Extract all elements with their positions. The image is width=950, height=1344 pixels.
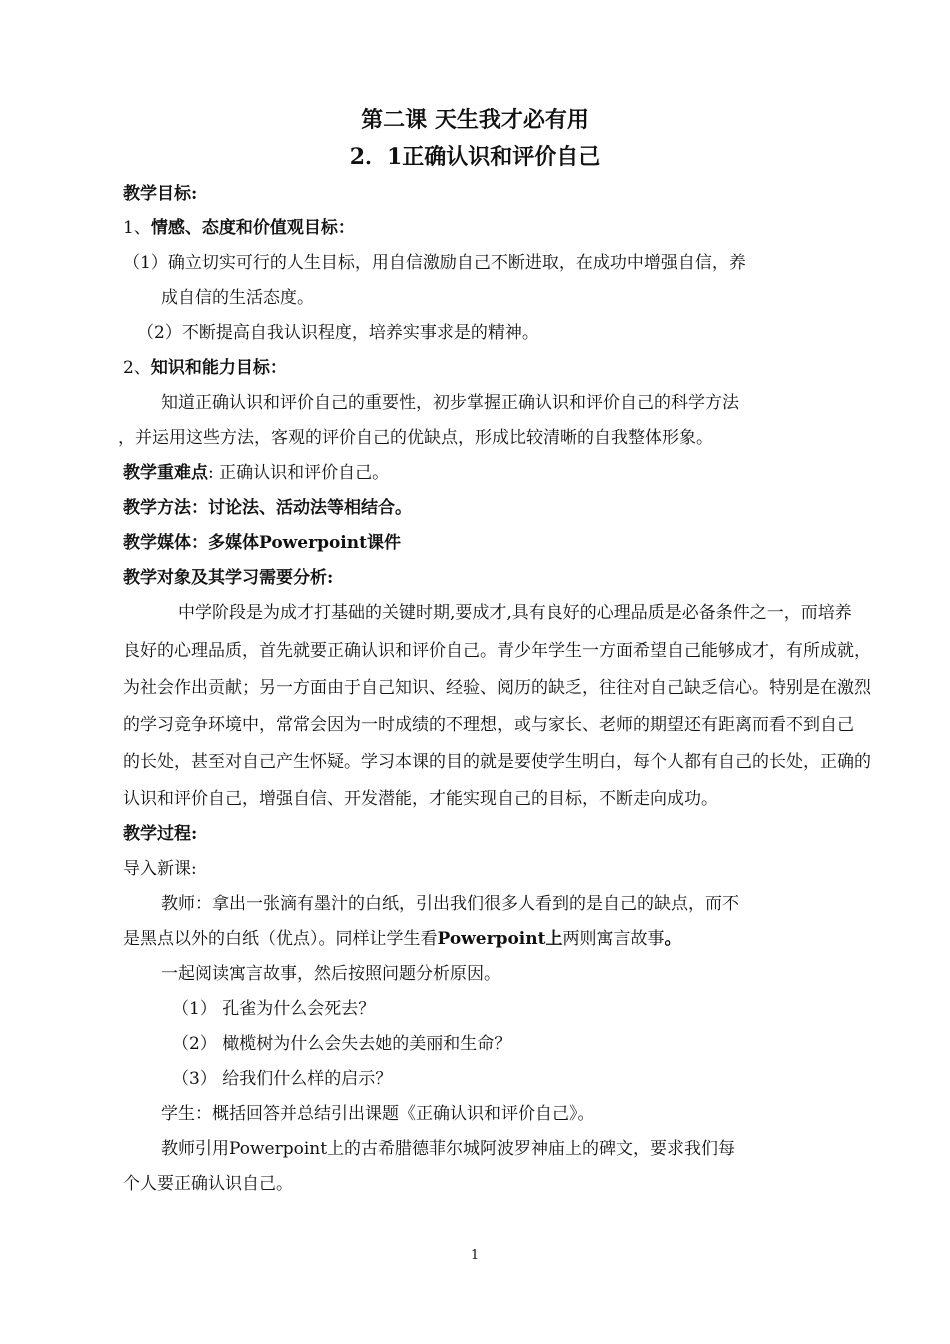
intro-label: 导入新课: xyxy=(123,859,197,879)
goals-heading: 教学目标: xyxy=(123,184,198,204)
goal1-item1-line1: （1）确立切实可行的人生目标，用自信激励自己不断进取，在成功中增强自信，养 xyxy=(123,253,746,273)
teacher-line-2-part-a: 是黑点以外的白纸（优点）。同样让学生看 xyxy=(123,929,438,949)
key-points-label: 教学重难点 xyxy=(123,463,208,483)
goal2-number: 2、 xyxy=(123,358,151,378)
goal1-number: 1、 xyxy=(123,218,151,238)
key-points xyxy=(123,462,389,484)
teacher-line-2-powerpoint: Powerpoint上 xyxy=(437,929,563,949)
goal1-heading xyxy=(123,217,355,239)
teacher-line-1: 教师：拿出一张滴有墨汁的白纸，引出我们很多人看到的是自己的缺点，而不 xyxy=(161,894,739,914)
goal1-item1-line2: 成自信的生活态度。 xyxy=(161,288,314,308)
analysis-line-5: 的长处，甚至对自己产生怀疑。学习本课的目的就是要使学生明白，每个人都有自己的长处，正确的 xyxy=(123,752,871,772)
teacher-line-2-period: 。 xyxy=(664,929,682,949)
goal2-heading xyxy=(123,357,287,379)
teacher2-line-1: 教师引用Powerpoint上的古希腊德菲尔城阿波罗神庙上的碑文，要求我们每 xyxy=(161,1139,736,1159)
analysis-line-2: 良好的心理品质，首先就要正确认识和评价自己。青少年学生一方面希望自己能够成才，有所成就， xyxy=(123,641,871,661)
student-line: 学生：概括回答并总结引出课题《正确认识和评价自己》。 xyxy=(161,1104,595,1124)
goal1-item2: （2）不断提高自我认识程度，培养实事求是的精神。 xyxy=(137,323,539,343)
analysis-line-6: 认识和评价自己，增强自信、开发潜能，才能实现自己的目标，不断走向成功。 xyxy=(123,789,718,809)
teacher-line-2-part-c: 两则寓言故事 xyxy=(562,929,665,949)
teaching-method: 教学方法：讨论法、活动法等相结合。 xyxy=(123,498,412,518)
goal2-line1: 知道正确认识和评价自己的重要性，初步掌握正确认识和评价自己的科学方法 xyxy=(161,393,739,413)
analysis-heading: 教学对象及其学习需要分析: xyxy=(123,568,334,588)
lesson-title: 第二课 天生我才必有用 xyxy=(361,107,589,133)
question-1: （1） 孔雀为什么会死去？ xyxy=(172,999,376,1019)
analysis-line-4: 的学习竞争环境中，常常会因为一时成绩的不理想，或与家长、老师的期望还有距离而看不到自己 xyxy=(123,715,854,735)
section-title: 2．1正确认识和评价自己 xyxy=(349,144,601,170)
key-points-text: : 正确认识和评价自己。 xyxy=(208,463,390,483)
goal1-title: 情感、态度和价值观目标： xyxy=(150,218,355,238)
question-3: （3） 给我们什么样的启示？ xyxy=(172,1069,393,1089)
teacher-line-2 xyxy=(123,928,681,950)
read-instruction: 一起阅读寓言故事，然后按照问题分析原因。 xyxy=(161,964,501,984)
process-heading: 教学过程: xyxy=(123,824,198,844)
page-number: 1 xyxy=(470,1248,480,1263)
analysis-line-1: 中学阶段是为成才打基础的关键时期,要成才,具有良好的心理品质是必备条件之一，而培养 xyxy=(178,603,852,623)
teacher2-line-2: 个人要正确认识自己。 xyxy=(123,1174,293,1194)
question-2: （2） 橄榄树为什么会失去她的美丽和生命？ xyxy=(172,1034,512,1054)
analysis-line-3: 为社会作出贡献；另一方面由于自己知识、经验、阅历的缺乏，往往对自己缺乏信心。特别是在激烈 xyxy=(123,678,871,698)
teaching-media: 教学媒体：多媒体Powerpoint课件 xyxy=(123,533,401,553)
goal2-line2: ，并运用这些方法，客观的评价自己的优缺点，形成比较清晰的自我整体形象。 xyxy=(118,428,713,448)
goal2-title: 知识和能力目标： xyxy=(150,358,287,378)
